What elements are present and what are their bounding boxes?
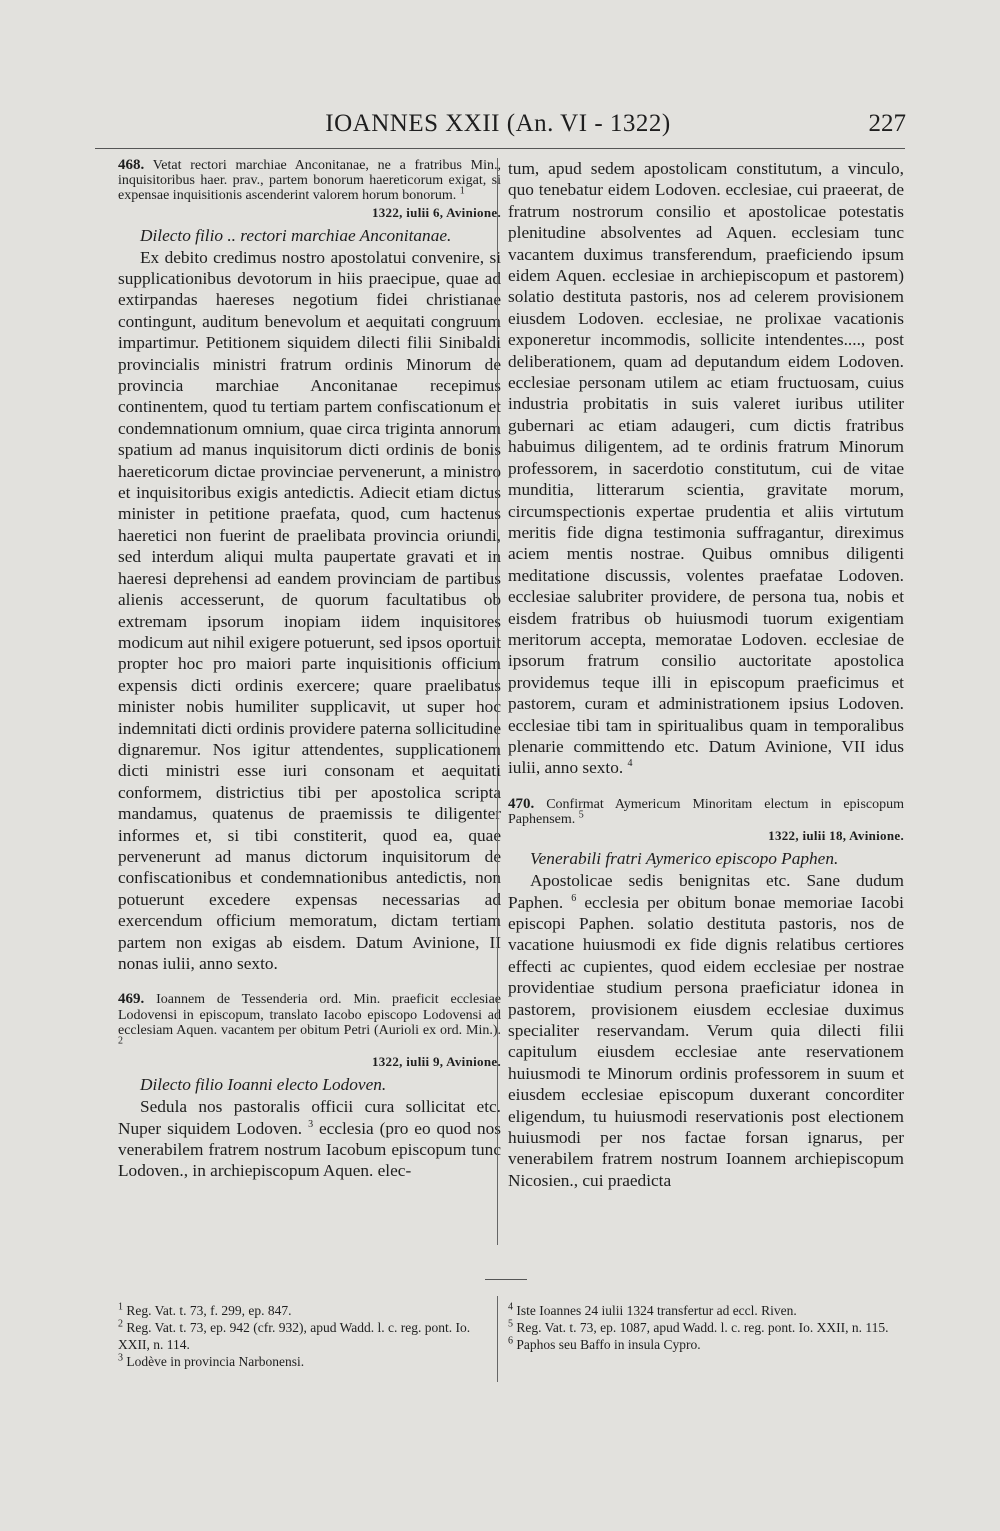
entry-address: Dilecto filio .. rectori marchiae Anconitanae. — [140, 225, 452, 245]
footnotes-left — [118, 1302, 488, 1370]
entry-date: 1322, iulii 18, Avinione. — [768, 828, 904, 844]
header-rule — [95, 148, 905, 149]
footnote-ref: 6 — [571, 892, 577, 904]
footnote-ref: 4 — [627, 758, 633, 770]
summary-text: Ioannem de Tessenderia ord. Min. praeficit ecclesiae Lodovensi in episcopum, translato Iacobo episcopo Lodovensi ad ecclesiam Aquen. vacantem per obitum Petri (Aurioli ex ord. Min.). — [118, 992, 501, 1038]
entry-summary — [508, 797, 904, 827]
entry-470 — [508, 797, 904, 1192]
footnote-rule — [485, 1279, 527, 1280]
footnote-1: $^1$ Reg. Vat. t. 73, f. 299, ep. 847. — [118, 1301, 292, 1318]
entry-number: 469. — [118, 991, 145, 1008]
footnote-3: $^3$ Lodève in provincia Narbonensi. — [118, 1352, 305, 1369]
entry-summary — [118, 992, 501, 1053]
entry-date: 1322, iulii 6, Avinione. — [371, 204, 501, 220]
footnotes-right — [508, 1302, 904, 1353]
footnote-2: $^2$ Reg. Vat. t. 73, ep. 942 (cfr. 932), apud Wadd. l. c. reg. pont. Io. XXII, n. 114. — [118, 1318, 471, 1352]
entry-number: 470. — [508, 795, 535, 812]
footnote-ref: 1 — [459, 185, 465, 197]
entry-summary — [118, 158, 501, 204]
body-text: Apostolicae sedis benignitas etc. Sane dudum Paphen. — [508, 871, 904, 912]
footnote-ref: 2 — [118, 1035, 123, 1047]
right-column — [508, 158, 904, 1191]
footnote-4: $^4$ Iste Ioannes 24 iulii 1324 transfertur ad eccl. Riven. — [508, 1301, 797, 1318]
entry-number: 468. — [118, 157, 145, 173]
body-text-continued: ecclesia (pro eo quod nos venerabilem fratrem nostrum Iacobum episcopum tunc Lodoven., in archiepiscopum Aquen. elec- — [118, 1118, 501, 1181]
left-column — [118, 158, 501, 1182]
entry-body: Ex debito credimus nostro apostolatui convenire, si supplicationibus devotorum in hiis praecipue, quae ad extirpandas haereses negotium fidei christianae contingunt, auditum benevolum et aequitati congruum impartimur. Petitionem siquidem dilecti filii Sinibaldi provincialis ministri fratrum ordinis Minorum de provincia marchiae Anconitanae recepimus continentem, quod tu tertiam partem confiscationum et condemnationum omnium, quae circa triginta annorum spatium ad manus inquisitorum dicti ordinis de bonis haereticorum dictae provinciae pervenerunt, a ministro et inquisitoribus exigis antedictis. Adiecit etiam dictus minister in petitione praefata, quod, cum hactenus haeretici non fuerint de praelibata provincia oriundi, sed interdum aliqui multa paupertate gravati et in haeresi deprehensi ad eandem provinciam de partibus alienis accesserunt, de quorum facultatibus ob extremam ipsorum inopiam iidem inquisitores modicum aut nihil exigere potuerunt, sed ipsos oportuit propter hoc pro maiori parte inquisitionis officium expensis dicti ordinis exercere; quare praelibatus minister nobis humiliter supplicavit, ut super hoc indemnitati dicti ordinis providere paterna sollicitudine dignaremur. Nos igitur attendentes, supplicationem dicti ministri esse iuri consonam et aequitati conformem, districtius tibi per apostolica scripta mandamus, quatenus de praemissis te diligenter informes et, si tibi constiterit, quod ea, quae pervenerunt ad manus dictorum inquisitorum de confiscationibus et condemnationibus antedictis, non potuerunt excedere expensas necessarias ad exercendum officium memoratum, dictam tertiam partem non exigas ab eisdem. Datum Avinione, II nonas iulii, anno sexto. — [118, 247, 502, 974]
footnote-divider — [497, 1296, 498, 1382]
page-number: 227 — [868, 110, 906, 137]
footnote-5: $^5$ Reg. Vat. t. 73, ep. 1087, apud Wadd. l. c. reg. pont. Io. XXII, n. 115. — [508, 1318, 889, 1335]
footnote-ref: 3 — [308, 1118, 314, 1130]
running-title: IOANNES XXII (An. VI - 1322) — [325, 110, 671, 137]
footnote-6: $^6$ Paphos seu Baffo in insula Cypro. — [508, 1335, 701, 1352]
summary-text: Confirmat Aymericum Minoritam electum in episcopum Paphensem. — [508, 796, 904, 827]
body-text-continued-right: tum, apud sedem apostolicam constitutum, a vinculo, quo tenebatur eidem Lodoven. ecclesiae, cui praeerat, de fratrum nostrorum consilio et apostolicae potestatis plenitudine absolventes ad Aquen. ecclesiam tunc vacantem duximus transferendum, praeficiendo ipsum eidem Aquen. ecclesiae in archiepiscopum et pastorem) solatio destituta pastoris, nos ad celerem provisionem eiusdem Lodoven. ecclesiae, ne prolixae vacationis exponeretur incommodis, sollicite intendentes...., post deliberationem, quam ad deputandum eidem Lodoven. ecclesiae personam utilem ac etiam fructuosam, cuius industria probitatis in suis valeret iuribus utiliter gubernari ac etiam adaugeri, cum dictis fratribus habuimus diligentem, ad te ordinis fratrum Minorum professorem, in sacerdotio constitutum, cui de vitae munditia, litterarum scientia, gravitate morum, circumspectionis expertae prudentia et aliis virtutum meritis fide digna testimonia suffragantur, direximus aciem mentis nostrae. Quibus omnibus diligenti meditatione discussis, volentes praefatae Lodoven. ecclesiae salubriter providere, de persona tua, nobis et eisdem fratribus ob huiusmodi tuorum exigentiam meritorum accepta, memoratae Lodoven. ecclesiae de ipsorum fratrum consilio auctoritate apostolica providemus teque illi in episcopum praeficimus et pastorem, curam et administrationem ipsius Lodoven. ecclesiae tibi tam in spiritualibus quam in temporalibus plenarie committendo etc. Datum Avinione, VII idus iulii, anno sexto. — [508, 159, 904, 778]
entry-date: 1322, iulii 9, Avinione. — [371, 1054, 501, 1070]
entry-address: Dilecto filio Ioanni electo Lodoven. — [140, 1075, 387, 1095]
summary-text: Vetat rectori marchiae Anconitanae, ne a fratribus Min., inquisitoribus haer. prav., partem bonorum haereticorum exigat, si expensae inquisitionis ascenderint valorem horum bonorum. — [118, 158, 501, 204]
entry-468 — [118, 158, 501, 974]
entry-body — [508, 870, 904, 1191]
body-text: Sedula nos pastoralis officii cura sollicitat etc. Nuper siquidem Lodoven. — [118, 1097, 501, 1138]
entry-body-start — [118, 1096, 501, 1182]
footnote-ref: 5 — [578, 809, 584, 821]
column-divider — [497, 158, 498, 1245]
running-head — [90, 110, 906, 144]
entry-body-continued — [508, 158, 904, 779]
body-text-continued: ecclesia per obitum bonae memoriae Iacobi episcopi Paphen. solatio destituta pastoris, nos de vacatione huiusmodi ex fide dignis relatibus certiores effecti ac cupientes, quod eidem ecclesiae per nostrae providentiae studium persona praeficiatur idonea in pastorem, provisionem eiusdem ecclesiae duximus specialiter reservandam. Verum quia dilecti filii capitulum eiusdem ecclesiae ante reservationem huiusmodi te Minorum ordinis professorem in suum et eiusdem ecclesiae episcopum duxerant concorditer eligendum, tu huiusmodi reservationis post electionem huiusmodi per nos factae forsan ignarus, per venerabilem fratrem nostrum Ioannem archiepiscopum Nicosien., cui praedicta — [508, 892, 904, 1190]
entry-address: Venerabili fratri Aymerico episcopo Paphen. — [530, 849, 839, 869]
entry-469 — [118, 992, 501, 1181]
